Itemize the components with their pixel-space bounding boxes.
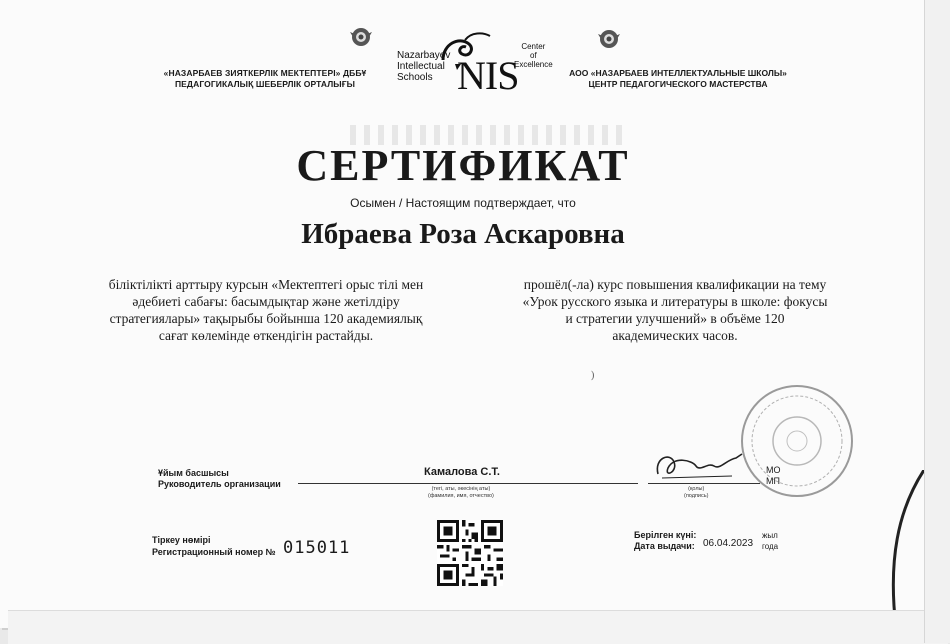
issue-date-label-ru: Дата выдачи:	[634, 541, 695, 551]
header-org-kk-line2: ПЕДАГОГИКАЛЫҚ ШЕБЕРЛІК ОРТАЛЫҒЫ	[174, 79, 356, 89]
header-org-ru	[558, 68, 798, 90]
stamp-place-mo: МО	[766, 465, 781, 475]
stray-mark: )	[591, 370, 595, 381]
signature-label-ru: Руководитель организации	[158, 479, 281, 489]
issue-year-label	[762, 530, 778, 552]
course-description-ru: прошёл(-ла) курс повышения квалификации на тему «Урок русского языка и литературы в школе: фокусы и стратегии улучшений» в объёме 120 академических часов.	[522, 277, 828, 343]
stamp-place-mp: МП	[766, 476, 780, 486]
logo-line-schools: Schools	[397, 72, 433, 83]
right-edge-strip	[924, 0, 950, 643]
header-org-kk	[140, 68, 390, 90]
state-emblem-icon	[350, 26, 372, 48]
registration-label-ru: Регистрационный номер №	[152, 547, 276, 557]
issue-year-kk: жыл	[762, 531, 778, 540]
course-description-kk: біліктілікті арттыру курсын «Мектептегі орыс тілі мен әдебиеті сабағы: басымдықтар және жетілдіру стратегиялары» тақырыбы бойынша 120 академиялық сағат көлемінде өткендігін растайды.	[108, 277, 424, 343]
signature-line	[298, 483, 638, 484]
logo-nis-letters: NIS	[457, 53, 519, 98]
logo-center-line2: of Excellence	[514, 51, 553, 69]
issue-date-label-kk: Берілген күні:	[634, 530, 697, 540]
sign-hint-kk: (қолы)	[688, 486, 705, 492]
issue-date-value: 06.04.2023	[703, 538, 754, 549]
sign-hint-ru: (подпись)	[684, 493, 709, 499]
page-curl-shadow	[858, 470, 926, 628]
logo-line-nazarbayev: Nazarbayev	[397, 50, 451, 61]
logo-center-of-excellence	[514, 42, 553, 69]
underlying-page	[8, 610, 948, 644]
nis-logo	[397, 30, 553, 102]
registration-number: 015011	[283, 538, 351, 558]
signer-hint	[428, 486, 494, 500]
registration-label	[152, 534, 276, 558]
stamp-place-label	[766, 465, 781, 487]
header-org-ru-line1: АОО «НАЗАРБАЕВ ИНТЕЛЛЕКТУАЛЬНЫЕ ШКОЛЫ»	[569, 68, 787, 78]
recipient-name: Ибраева Роза Аскаровна	[301, 218, 625, 250]
signer-hint-kk: (тегі, аты, әкесінің аты)	[431, 486, 491, 492]
sign-hint	[684, 486, 708, 500]
handwritten-signature	[652, 448, 744, 484]
logo-line-intellectual: Intellectual	[397, 61, 445, 72]
logo-center-line1: Center	[521, 42, 546, 51]
signer-name: Камалова С.Т.	[424, 466, 500, 478]
signer-hint-ru: (фамилия, имя, отчество)	[428, 493, 494, 499]
qr-code	[437, 520, 503, 586]
header-org-kk-line1: «НАЗАРБАЕВ ЗИЯТКЕРЛІК МЕКТЕПТЕРІ» ДББҰ	[163, 68, 367, 78]
signature-label-kk: Ұйым басшысы	[158, 468, 229, 478]
header-org-ru-line2: ЦЕНТР ПЕДАГОГИЧЕСКОГО МАСТЕРСТВА	[588, 79, 768, 89]
state-emblem-icon-right	[598, 28, 620, 50]
certificate-subtitle: Осымен / Настоящим подтверждает, что	[350, 196, 576, 210]
issue-year-ru: года	[762, 542, 779, 551]
registration-label-kk: Тіркеу нөмірі	[152, 535, 211, 545]
certificate-title: СЕРТИФИКАТ	[296, 141, 630, 190]
issue-date-label	[634, 530, 696, 552]
signature-label	[158, 468, 281, 490]
